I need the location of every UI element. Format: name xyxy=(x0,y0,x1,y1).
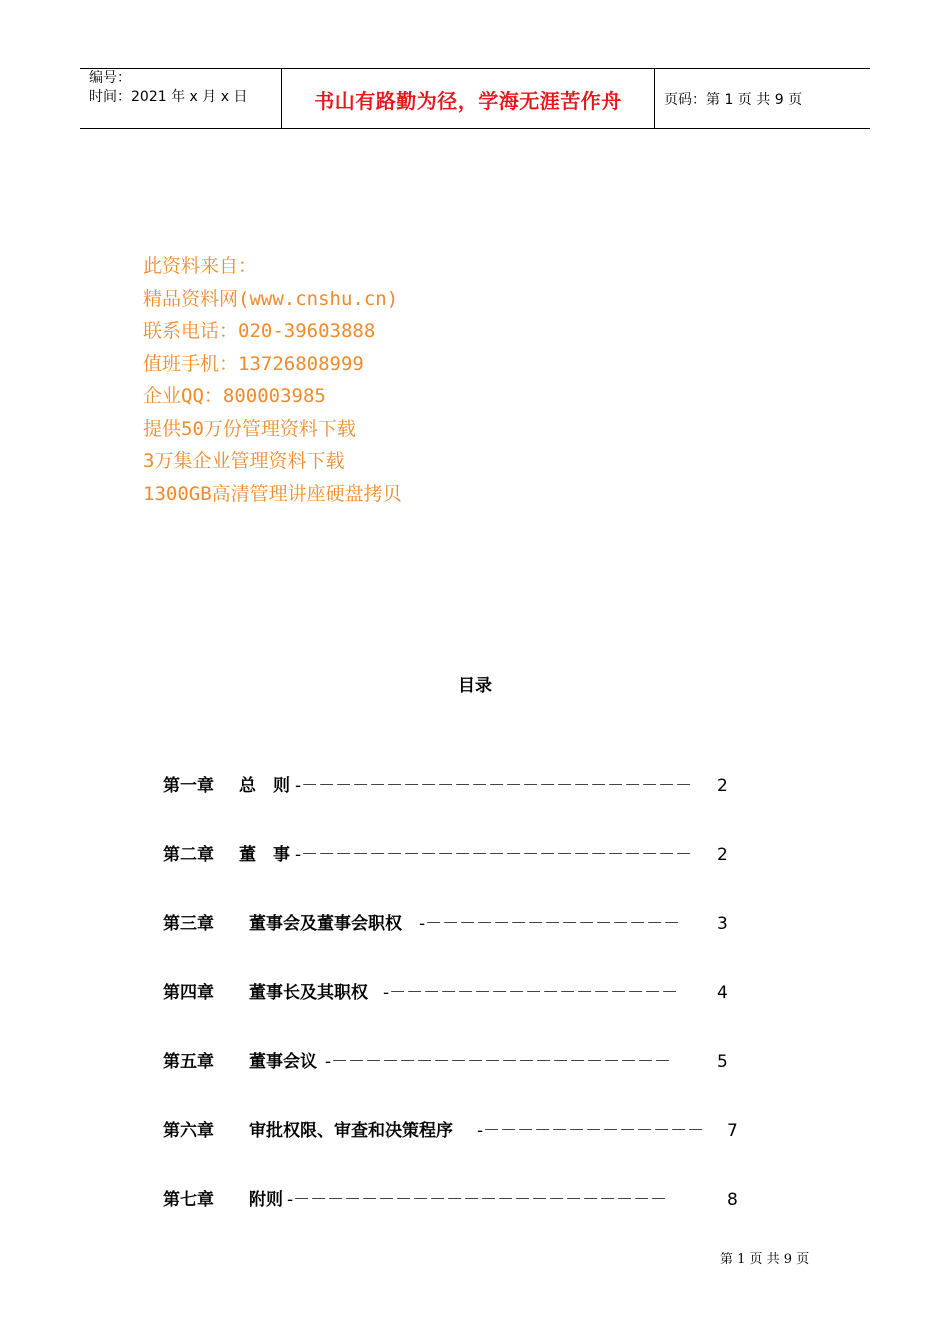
toc-chapter: 第七章 xyxy=(163,1190,214,1210)
toc-title: 目录 xyxy=(458,676,492,696)
toc-leader: -－－－－－－－－－－－－－－－－－－－－－－－ xyxy=(295,845,693,865)
header-top-rule xyxy=(80,68,870,69)
toc-entry[interactable] xyxy=(163,843,743,867)
toc-leader: -－－－－－－－－－－－－－ xyxy=(477,1121,705,1141)
toc-chapter: 第五章 xyxy=(163,1052,214,1072)
toc-page-number: 4 xyxy=(717,983,728,1003)
toc-entry[interactable] xyxy=(163,1119,753,1143)
toc-entry[interactable] xyxy=(163,981,743,1005)
source-line: 联系电话：020-39603888 xyxy=(143,320,376,342)
toc-entry-title: 董事会及董事会职权 xyxy=(249,914,402,934)
source-line: 企业QQ：800003985 xyxy=(143,385,326,407)
source-line: 此资料来自： xyxy=(143,255,258,277)
serial-label: 编号： xyxy=(89,70,131,86)
toc-leader: -－－－－－－－－－－－－－－－－－－－－－－－ xyxy=(295,776,693,796)
source-line: 1300GB高清管理讲座硬盘拷贝 xyxy=(143,482,402,505)
toc-leader: -－－－－－－－－－－－－－－－－－－－－－－ xyxy=(287,1190,668,1210)
toc-page-number: 7 xyxy=(727,1121,738,1141)
toc-page-number: 3 xyxy=(717,914,728,934)
toc-entry-title: 审批权限、审查和决策程序 xyxy=(249,1121,453,1141)
toc-entry[interactable] xyxy=(163,1050,743,1074)
header-motto: 书山有路勤为径，学海无涯苦作舟 xyxy=(314,89,622,113)
footer-page-number: 第 1 页 共 9 页 xyxy=(720,1252,810,1267)
header-meta xyxy=(89,70,247,106)
source-line: 精品资料网(www.cnshu.cn) xyxy=(143,287,399,310)
toc-entry[interactable] xyxy=(163,912,743,936)
toc-entry-title: 附则 xyxy=(249,1190,283,1210)
source-line: 3万集企业管理资料下载 xyxy=(143,450,345,472)
source-line: 值班手机：13726808999 xyxy=(143,352,364,375)
source-line: 提供50万份管理资料下载 xyxy=(143,417,356,440)
toc-page-number: 8 xyxy=(727,1190,738,1210)
toc-entry-title: 董事会议 xyxy=(249,1052,317,1072)
header-bottom-rule xyxy=(80,128,870,129)
header-page-number: 页码：第 1 页 共 9 页 xyxy=(664,92,803,108)
toc-leader: -－－－－－－－－－－－－－－－－－－－－ xyxy=(325,1052,672,1072)
toc-entry-title: 总 则 xyxy=(239,776,290,796)
toc-page-number: 2 xyxy=(717,776,728,796)
toc-chapter: 第六章 xyxy=(163,1121,214,1141)
toc-chapter: 第四章 xyxy=(163,983,214,1003)
header-divider-right xyxy=(654,68,655,129)
source-info-block xyxy=(143,250,402,510)
toc-chapter: 第一章 xyxy=(163,776,214,796)
toc-entry-title: 董事长及其职权 xyxy=(249,983,368,1003)
toc-page-number: 2 xyxy=(717,845,728,865)
toc-entry[interactable] xyxy=(163,774,743,798)
toc-leader: -－－－－－－－－－－－－－－－－－ xyxy=(383,983,679,1003)
toc-chapter: 第三章 xyxy=(163,914,214,934)
date-label: 时间：2021 年 x 月 x 日 xyxy=(89,89,248,105)
toc-entry[interactable] xyxy=(163,1188,753,1212)
toc-chapter: 第二章 xyxy=(163,845,214,865)
toc-leader: -－－－－－－－－－－－－－－－ xyxy=(419,914,681,934)
toc-page-number: 5 xyxy=(717,1052,728,1072)
toc-entry-title: 董 事 xyxy=(239,845,290,865)
